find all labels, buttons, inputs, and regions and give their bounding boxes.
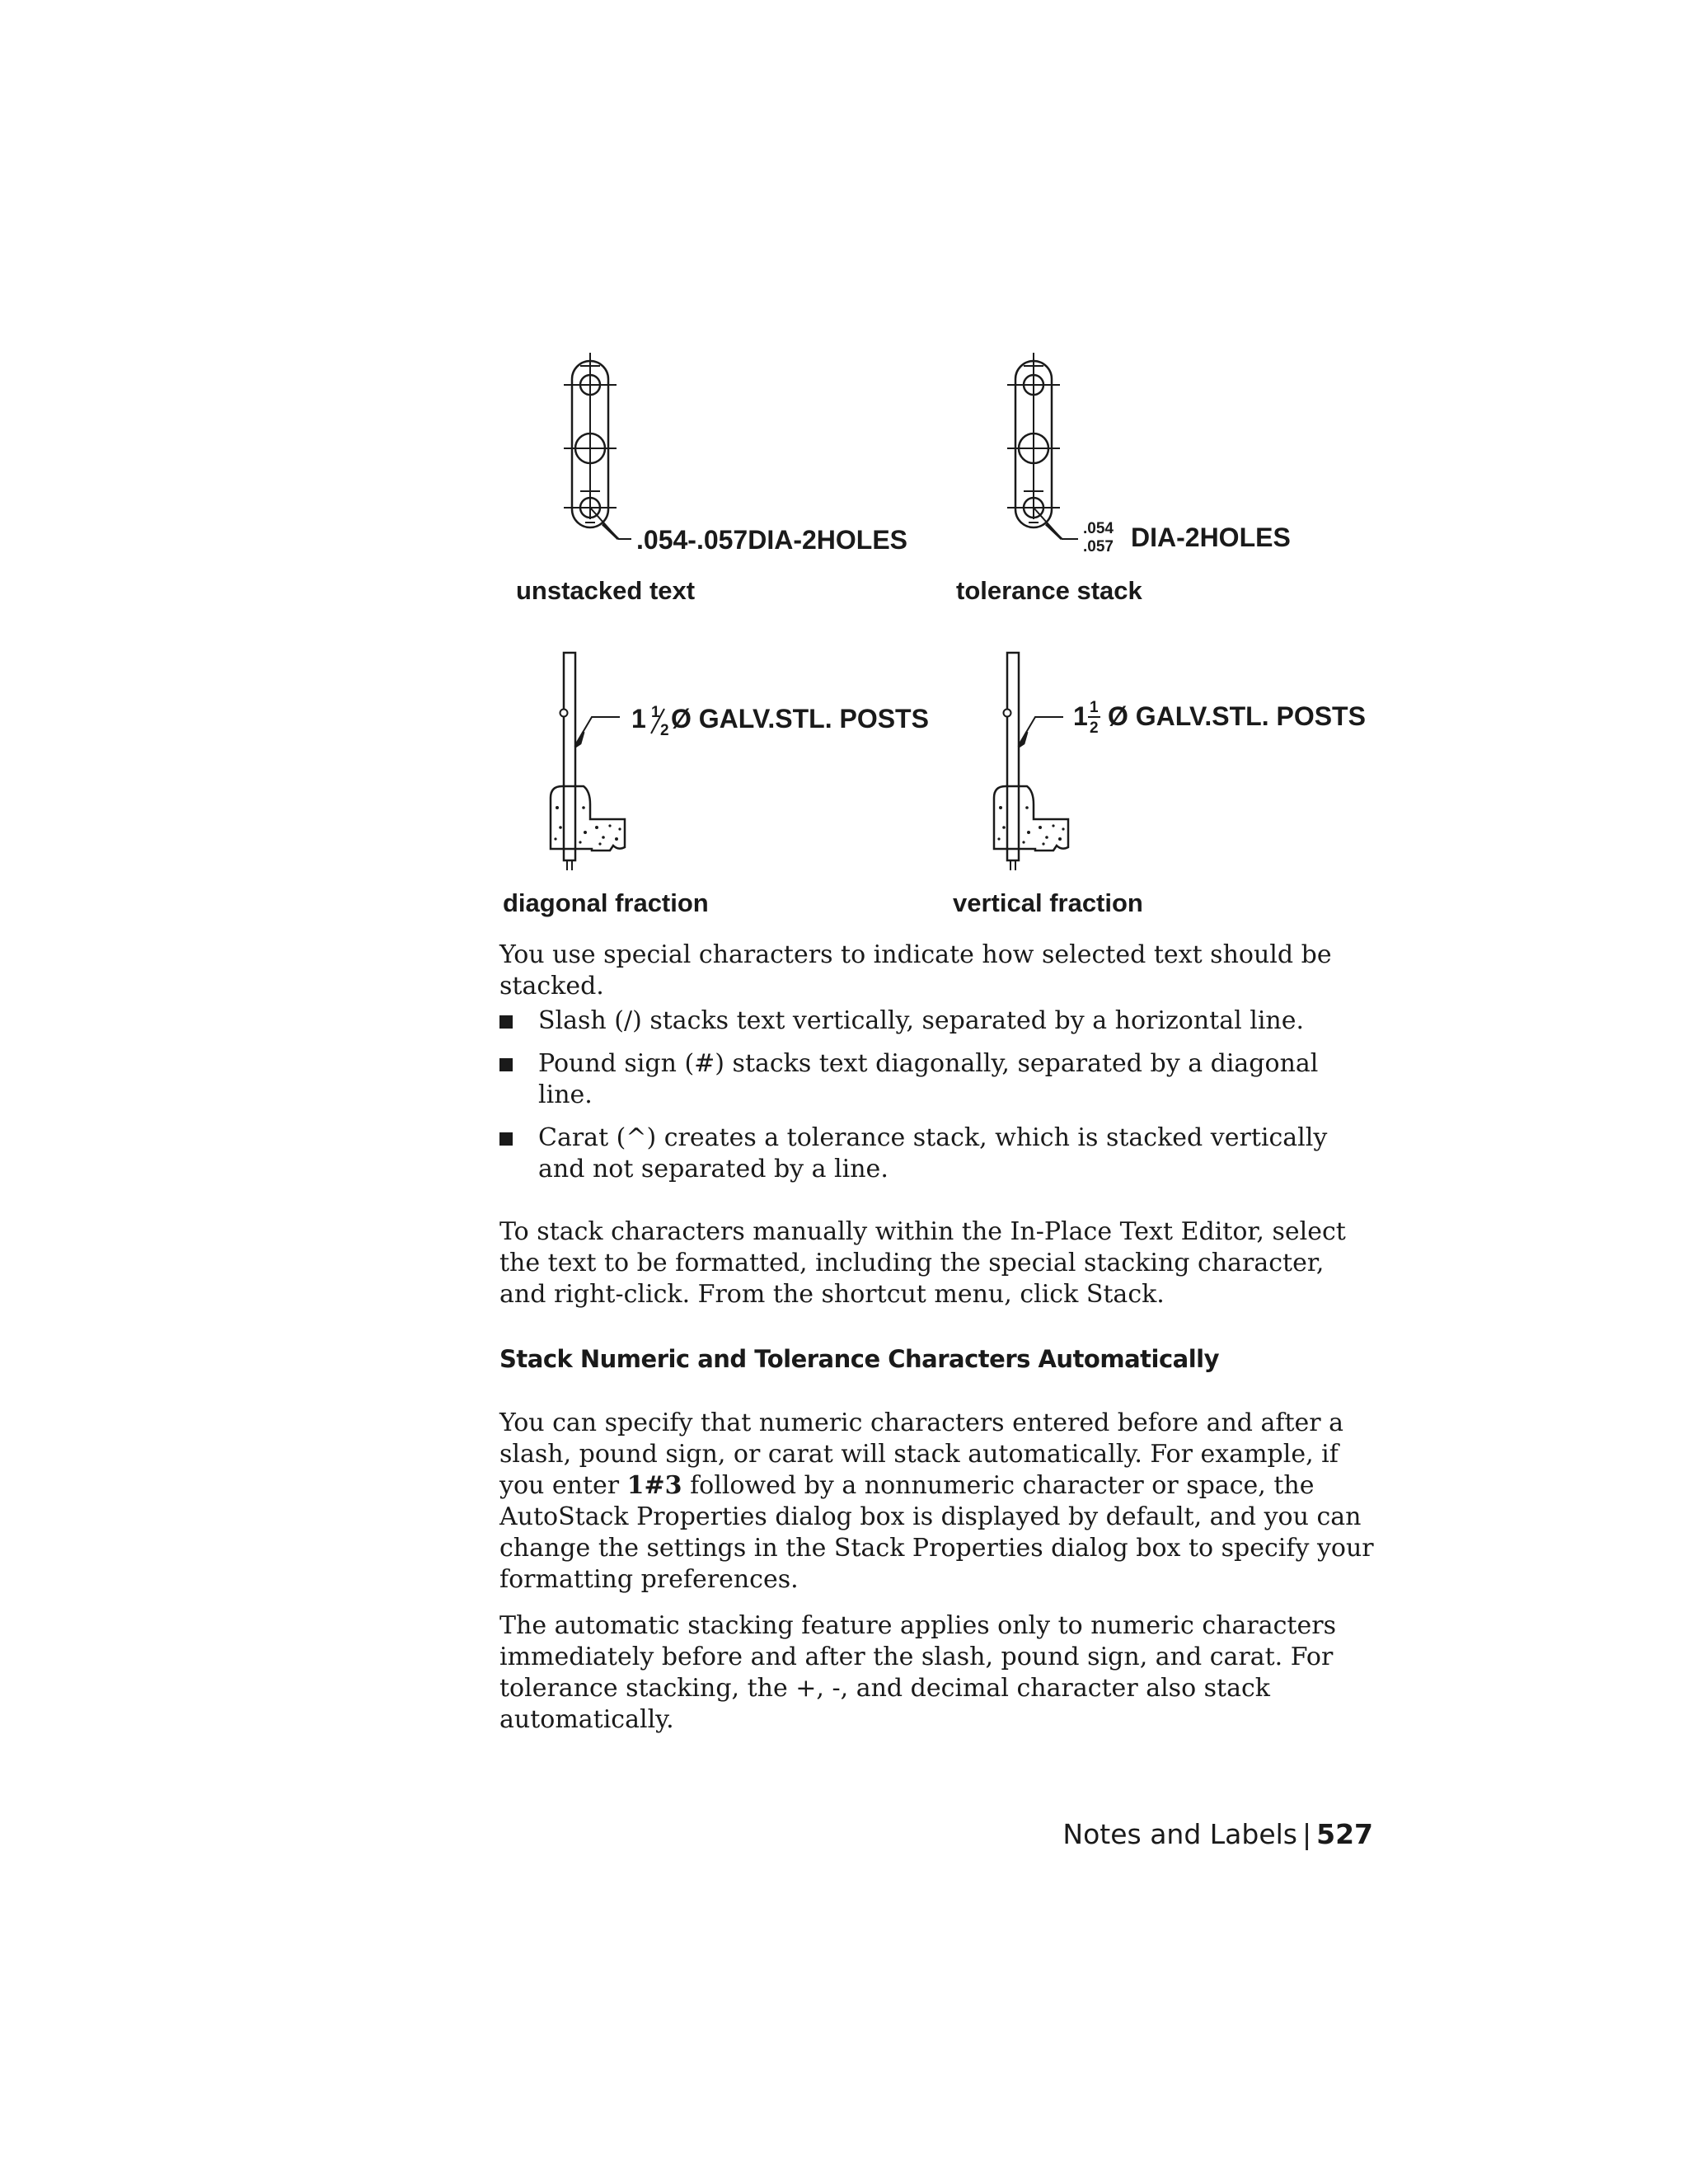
final-paragraph: The automatic stacking feature applies only to numeric characters immediately before and after the slash, pound sign, and carat. For tolerance stacking, the +, -, and decimal character also stack automatically. — [499, 1611, 1336, 1734]
vertical-numerator: 1 — [1090, 699, 1099, 716]
manual-stacking-paragraph: To stack characters manually within the In-Place Text Editor, select the text to be formatted, including the special stacking character, and right-click. From the shortcut menu, click Stack. — [499, 1217, 1346, 1309]
list-item — [499, 1122, 1375, 1185]
vertical-whole-number: 1 — [1073, 701, 1088, 731]
footer-separator: | — [1301, 1818, 1312, 1850]
stacking-characters-list — [499, 1005, 1375, 1185]
example-input: 1#3 — [626, 1471, 682, 1500]
list-item-text: Pound sign (#) stacks text diagonally, separated by a diagonal line. — [538, 1049, 1319, 1109]
vertical-note: Ø GALV.STL. POSTS — [1108, 701, 1366, 731]
tolerance-upper-value: .054 — [1083, 520, 1114, 537]
body-text — [499, 940, 1375, 1769]
page-number: 527 — [1316, 1818, 1373, 1850]
intro-paragraph: You use special characters to indicate how selected text should be stacked. — [499, 940, 1332, 1001]
panel-vertical-fraction — [953, 653, 1366, 917]
diagonal-denominator: 2 — [660, 722, 669, 739]
page-footer — [1062, 1818, 1373, 1850]
unstacked-note: .054-.057DIA-2HOLES — [636, 525, 908, 555]
diagonal-whole-number: 1 — [631, 704, 646, 733]
list-item — [499, 1005, 1375, 1037]
list-item — [499, 1048, 1375, 1111]
caption-tolerance-stack: tolerance stack — [956, 576, 1142, 605]
auto-stacking-paragraph — [499, 1408, 1375, 1596]
footer-section-title: Notes and Labels — [1062, 1818, 1297, 1850]
list-item-text: Carat (^) creates a tolerance stack, which is stacked vertically and not separated by a line. — [538, 1123, 1328, 1183]
diagonal-note: Ø GALV.STL. POSTS — [671, 704, 929, 733]
panel-diagonal-fraction — [503, 653, 929, 917]
diagonal-numerator: 1 — [651, 704, 660, 721]
caption-diagonal-fraction: diagonal fraction — [503, 888, 709, 917]
section-heading: Stack Numeric and Tolerance Characters Automatically — [499, 1345, 1219, 1373]
vertical-denominator: 2 — [1090, 719, 1099, 737]
panel-unstacked-text — [516, 353, 907, 605]
auto-paragraph-after: followed by a nonnumeric character or space, the AutoStack Properties dialog box is displayed by default, and you can change the settings in the Stack Properties dialog box to specify your formatting preferences. — [499, 1471, 1374, 1594]
panel-tolerance-stack — [956, 353, 1291, 605]
bullet-icon — [499, 1132, 513, 1146]
auto-paragraph-before: You can specify that numeric characters entered before and after a slash, pound sign, or carat will stack automatically. For example, if you enter — [499, 1408, 1344, 1500]
caption-unstacked-text: unstacked text — [516, 576, 696, 605]
list-item-text: Slash (/) stacks text vertically, separated by a horizontal line. — [538, 1006, 1305, 1035]
bullet-icon — [499, 1058, 513, 1071]
bullet-icon — [499, 1015, 513, 1029]
tolerance-lower-value: .057 — [1083, 538, 1114, 555]
caption-vertical-fraction: vertical fraction — [953, 888, 1143, 917]
stacking-examples-figure — [495, 346, 1401, 923]
tolerance-note: DIA-2HOLES — [1131, 523, 1291, 552]
